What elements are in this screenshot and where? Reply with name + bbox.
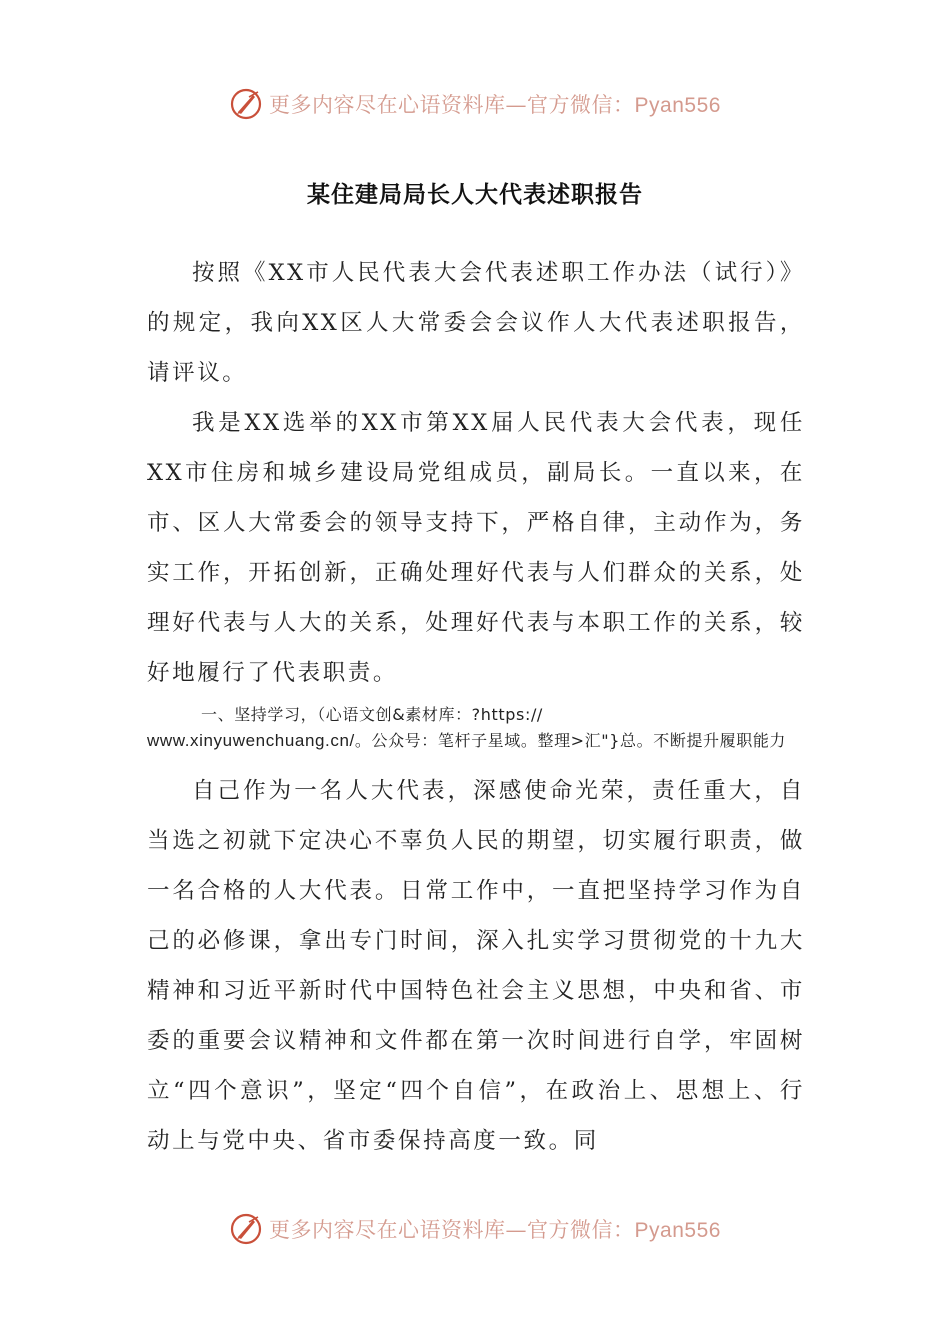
banner-text: 更多内容尽在心语资料库—官方微信：Pyan556 [269, 93, 721, 117]
document-title: 某住建局局长人大代表述职报告 [307, 181, 643, 208]
banner-text: 更多内容尽在心语资料库—官方微信：Pyan556 [269, 1218, 721, 1242]
quill-pen-logo-icon [229, 87, 263, 121]
paragraph-2: 我是XX选举的XX市第XX届人民代表大会代表，现任XX市住房和城乡建设局党组成员，副局长。一直以来，在市、区人大常委会的领导支持下，严格自律，主动作为，务实工作，开拓创新，正确处理好代表与人们群众的关系，处理好代表与人大的关系，处理好代表与本职工作的关系，较好地履行了代表职责。 [147, 410, 805, 686]
section-heading-1: 一、坚持学习，（心语文创&素材库：?https:// www.xinyuwenchuang.cn/。公众号：笔杆子星域。整理>汇"}总。不断提升履职能力 [147, 705, 787, 750]
paragraph-1: 按照《XX市人民代表大会代表述职工作办法（试行）》的规定，我向XX区人大常委会会议作人大代表述职报告，请评议。 [147, 260, 805, 386]
document-body [147, 248, 805, 1166]
footer-banner [0, 1205, 950, 1253]
paragraph-3: 自己作为一名人大代表，深感使命光荣，责任重大，自当选之初就下定决心不辜负人民的期望，切实履行职责，做一名合格的人大代表。日常工作中，一直把坚持学习作为自己的必修课，拿出专门时间，深入扎实学习贯彻党的十九大精神和习近平新时代中国特色社会主义思想，中央和省、市委的重要会议精神和文件都在第一次时间进行自学，牢固树立“四个意识”，坚定“四个自信”，在政治上、思想上、行动上与党中央、省市委保持高度一致。同 [147, 778, 805, 1154]
quill-pen-logo-icon [229, 1212, 263, 1246]
header-banner [0, 80, 950, 128]
banner-wechat-id: Pyan556 [634, 94, 721, 117]
source-url: www.xinyuwenchuang.cn/ [147, 731, 355, 750]
banner-wechat-id: Pyan556 [634, 1219, 721, 1242]
